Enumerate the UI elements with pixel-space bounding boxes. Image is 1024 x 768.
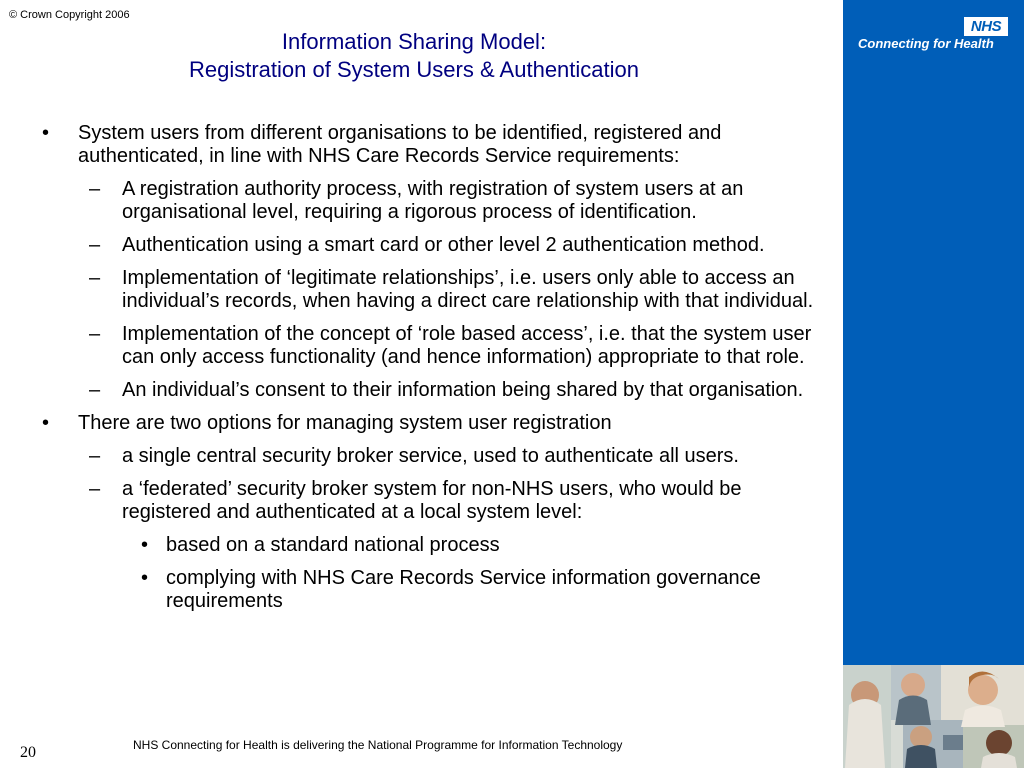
sub-bullet-item (36, 234, 826, 257)
bullet-marker: • (42, 412, 50, 434)
sub-bullet-item (36, 323, 826, 369)
bullet-item (36, 122, 826, 168)
bullet-item (36, 412, 826, 435)
bullet-text: System users from different organisations to be identified, registered and authenticated, in line with NHS Care Records Service requirements: (78, 122, 722, 167)
bullet-text: There are two options for managing system user registration (78, 412, 612, 434)
slide-body (36, 122, 826, 623)
sub-bullet-text: a ‘federated’ security broker system for non-NHS users, who would be registered and authenticated at a local system level: (122, 478, 742, 523)
sub-sub-bullet-item (36, 534, 826, 557)
sub-sub-bullet-text: complying with NHS Care Records Service information governance requirements (166, 567, 761, 612)
nhs-logo: NHS (964, 17, 1008, 36)
bullet-marker: • (141, 534, 149, 556)
sub-bullet-text: A registration authority process, with registration of system users at an organisational level, requiring a rigorous process of identification. (122, 178, 744, 223)
footer-text: NHS Connecting for Health is delivering the National Programme for Information Technology (133, 738, 623, 752)
title-line-1: Information Sharing Model: (281, 29, 547, 54)
dash-marker: – (89, 478, 101, 500)
brand-side-panel (843, 0, 1024, 665)
dash-marker: – (89, 267, 101, 289)
bullet-marker: • (141, 567, 149, 589)
sub-bullet-item (36, 445, 826, 468)
sub-bullet-text: Authentication using a smart card or other level 2 authentication method. (122, 234, 765, 256)
dash-marker: – (89, 234, 101, 256)
photo-collage-image (843, 665, 1024, 768)
sub-bullet-text: Implementation of the concept of ‘role based access’, i.e. that the system user can only access functionality (and hence information) appropriate to that role. (122, 323, 812, 368)
page-number: 20 (20, 744, 36, 761)
title-line-2: Registration of System Users & Authentication (189, 57, 639, 82)
staff-photo-collage (843, 665, 1024, 768)
sub-bullet-text: a single central security broker service, used to authenticate all users. (122, 445, 739, 467)
sub-bullet-item (36, 379, 826, 402)
bullet-marker: • (42, 122, 50, 144)
brand-tagline: Connecting for Health (858, 36, 994, 51)
slide-title (0, 28, 828, 84)
sub-bullet-text: An individual’s consent to their information being shared by that organisation. (122, 379, 804, 401)
sub-bullet-item (36, 267, 826, 313)
dash-marker: – (89, 178, 101, 200)
sub-sub-bullet-item (36, 567, 826, 613)
dash-marker: – (89, 445, 101, 467)
sub-sub-bullet-text: based on a standard national process (166, 534, 500, 556)
sub-bullet-item (36, 478, 826, 524)
copyright-notice: © Crown Copyright 2006 (9, 9, 130, 21)
sub-bullet-text: Implementation of ‘legitimate relationships’, i.e. users only able to access an individual’s records, when having a direct care relationship with that individual. (122, 267, 814, 312)
dash-marker: – (89, 323, 101, 345)
sub-bullet-item (36, 178, 826, 224)
dash-marker: – (89, 379, 101, 401)
